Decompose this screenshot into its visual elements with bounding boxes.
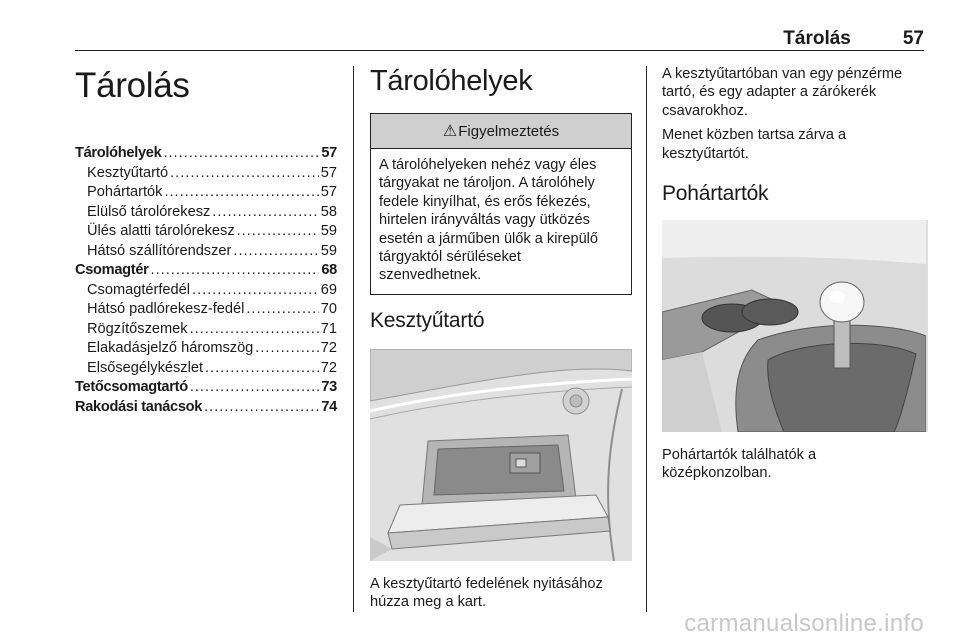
toc-dot-leader [163,144,319,164]
toc-dot-leader [237,222,319,242]
toc-entry-page: 72 [320,340,337,356]
toc-entry[interactable] [75,300,337,320]
toc-entry-label: Ülés alatti tárolórekesz [87,223,235,239]
toc-entry[interactable] [75,359,337,379]
toc-entry-page: 70 [320,301,337,317]
toc-entry-page: 73 [321,379,337,395]
toc-dot-leader [212,203,318,223]
column-divider-right [646,66,647,612]
header-section-title: Tárolás [783,28,851,49]
watermark: carmanualsonline.info [684,610,924,637]
toc-entry[interactable] [75,203,337,223]
toc-entry-label: Kesztyűtartó [87,164,169,181]
toc-entry[interactable] [75,261,337,281]
cupholder-title: Pohártartók [662,182,769,206]
toc-dot-leader [151,261,320,281]
toc-entry-page: 69 [320,281,337,298]
section-title: Tárolóhelyek [370,65,533,97]
toc-entry-label: Rögzítőszemek [87,320,188,337]
cupholder-column [662,62,928,483]
toc-entry-page: 68 [321,262,337,278]
chapter-title: Tárolás [75,66,190,105]
cupholder-illustration [662,220,928,432]
toc-dot-leader [190,320,319,340]
cupholder-drawing [662,220,926,432]
header-page-number: 57 [902,28,924,49]
toc-dot-leader [255,339,318,359]
warning-triangle-icon: ⚠ [442,123,458,140]
toc-dot-leader [190,378,320,398]
warning-box [370,113,632,295]
glovebox-paragraph-2: Menet közben tartsa zárva a kesztyűtartót. [662,127,847,162]
toc-dot-leader [170,164,319,184]
toc-entry-page: 57 [320,164,337,181]
toc-dot-leader [233,242,318,262]
toc-entry-page: 57 [320,184,337,200]
toc-entry-label: Csomagtérfedél [87,281,191,298]
glovebox-illustration [370,349,632,561]
toc-entry[interactable] [75,242,337,262]
toc-entry[interactable] [75,320,337,340]
glovebox-paragraph-1: A kesztyűtartóban van egy pénzérme tartó, és egy adapter a zárókerék csavarokhoz. [662,66,903,119]
warning-title: Figyelmeztetés [458,122,560,140]
column-divider-left [353,66,354,612]
toc-entry[interactable] [75,281,337,301]
glovebox-title: Kesztyűtartó [370,308,485,332]
table-of-contents [75,144,337,417]
glovebox-drawing [370,349,632,561]
storage-column [370,62,632,612]
warning-header [371,114,631,149]
toc-entry[interactable] [75,183,337,203]
page-header [783,26,924,52]
toc-entry[interactable] [75,164,337,184]
header-rule [75,50,924,51]
toc-dot-leader [204,398,319,418]
toc-entry-page: 58 [320,203,337,220]
toc-entry-label: Tárolóhelyek [75,145,162,161]
cupholder-caption: Pohártartók találhatók a középkonzolban. [662,447,817,482]
toc-entry-label: Pohártartók [87,184,163,200]
toc-entry[interactable] [75,144,337,164]
toc-dot-leader [192,281,319,301]
toc-entry-label: Elakadásjelző háromszög [87,340,254,356]
toc-entry[interactable] [75,222,337,242]
toc-entry-page: 72 [320,359,337,376]
toc-entry[interactable] [75,398,337,418]
toc-entry-label: Tetőcsomagtartó [75,379,188,395]
toc-entry-label: Elsősegélykészlet [87,359,203,376]
toc-entry-page: 74 [321,398,337,415]
toc-entry-page: 57 [321,145,337,161]
toc-entry-label: Csomagtér [75,262,149,278]
toc-entry-page: 59 [320,223,337,239]
toc-dot-leader [164,183,318,203]
toc-entry[interactable] [75,378,337,398]
toc-entry[interactable] [75,339,337,359]
toc-entry-label: Elülső tárolórekesz [87,203,211,220]
toc-entry-label: Hátsó padlórekesz-fedél [87,301,245,317]
toc-entry-page: 59 [320,242,337,259]
warning-text: A tárolóhelyeken nehéz vagy éles tárgyakat ne tároljon. A tárolóhely fedele kinyílhat, és erős fékezés, hirtelen irányváltás vagy ütközés esetén a járműben ülők a kirepülő tárgyaktól sérüléseket szenvedhetnek. [379,157,599,284]
toc-entry-page: 71 [320,320,337,337]
toc-column [75,62,337,417]
toc-dot-leader [205,359,319,379]
glovebox-caption: A kesztyűtartó fedelének nyitásához húzza meg a kart. [370,575,603,611]
toc-entry-label: Rakodási tanácsok [75,398,203,415]
toc-dot-leader [246,300,318,320]
toc-entry-label: Hátsó szállítórendszer [87,242,232,259]
